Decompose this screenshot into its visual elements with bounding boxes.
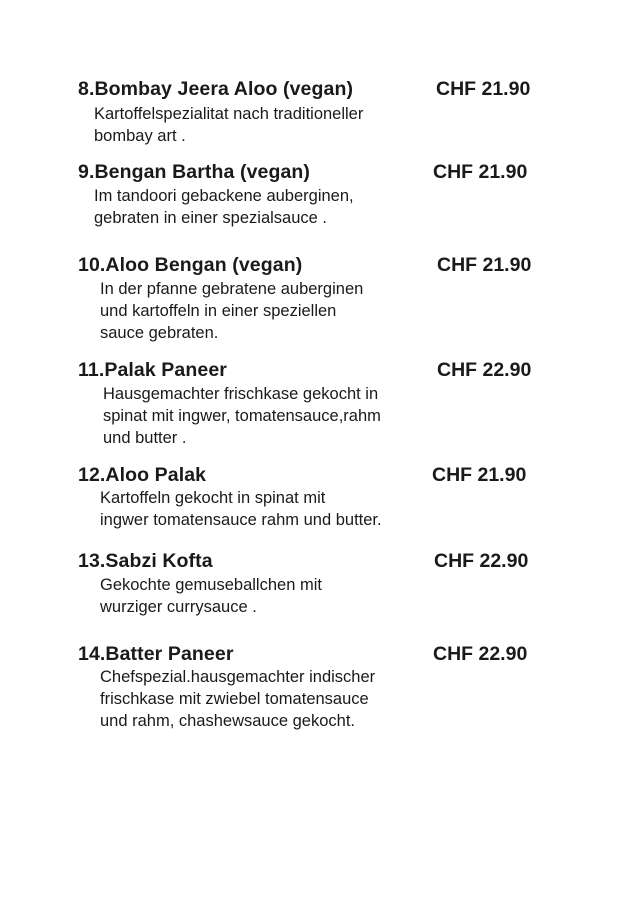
description-line: ingwer tomatensauce rahm und butter. (100, 511, 382, 529)
item-description (100, 666, 375, 732)
item-description (100, 278, 363, 344)
description-line: frischkase mit zwiebel tomatensauce (100, 690, 369, 708)
item-price: CHF 21.90 (433, 161, 528, 183)
description-line: Gekochte gemuseballchen mit (100, 576, 322, 594)
description-line: und butter . (103, 429, 187, 447)
item-name: 11.Palak Paneer (78, 359, 227, 381)
item-price: CHF 22.90 (434, 550, 529, 572)
description-line: und kartoffeln in einer speziellen (100, 302, 337, 320)
item-description (94, 103, 363, 147)
description-line: Kartoffeln gekocht in spinat mit (100, 489, 326, 507)
item-description (103, 383, 381, 449)
item-name: 13.Sabzi Kofta (78, 550, 213, 572)
description-line: bombay art . (94, 127, 186, 145)
item-description (100, 574, 322, 618)
description-line: Hausgemachter frischkase gekocht in (103, 385, 379, 403)
description-line: Chefspezial.hausgemachter indischer (100, 668, 376, 686)
description-line: spinat mit ingwer, tomatensauce,rahm (103, 407, 381, 425)
description-line: In der pfanne gebratene auberginen (100, 280, 364, 298)
item-name: 12.Aloo Palak (78, 464, 207, 486)
description-line: wurziger currysauce . (100, 598, 257, 616)
description-line: Kartoffelspezialitat nach traditioneller (94, 105, 364, 123)
item-price: CHF 21.90 (437, 254, 532, 276)
item-description (94, 185, 354, 229)
description-line: gebraten in einer spezialsauce . (94, 209, 327, 227)
item-name: 9.Bengan Bartha (vegan) (78, 161, 311, 183)
description-line: und rahm, chashewsauce gekocht. (100, 712, 355, 730)
item-price: CHF 21.90 (436, 78, 531, 100)
description-line: sauce gebraten. (100, 324, 219, 342)
item-description (100, 487, 382, 531)
item-name: 8.Bombay Jeera Aloo (vegan) (78, 78, 354, 100)
item-price: CHF 22.90 (437, 359, 532, 381)
description-line: Im tandoori gebackene auberginen, (94, 187, 354, 205)
item-name: 14.Batter Paneer (78, 643, 234, 665)
item-name: 10.Aloo Bengan (vegan) (78, 254, 303, 276)
item-price: CHF 21.90 (432, 464, 527, 486)
item-price: CHF 22.90 (433, 643, 528, 665)
